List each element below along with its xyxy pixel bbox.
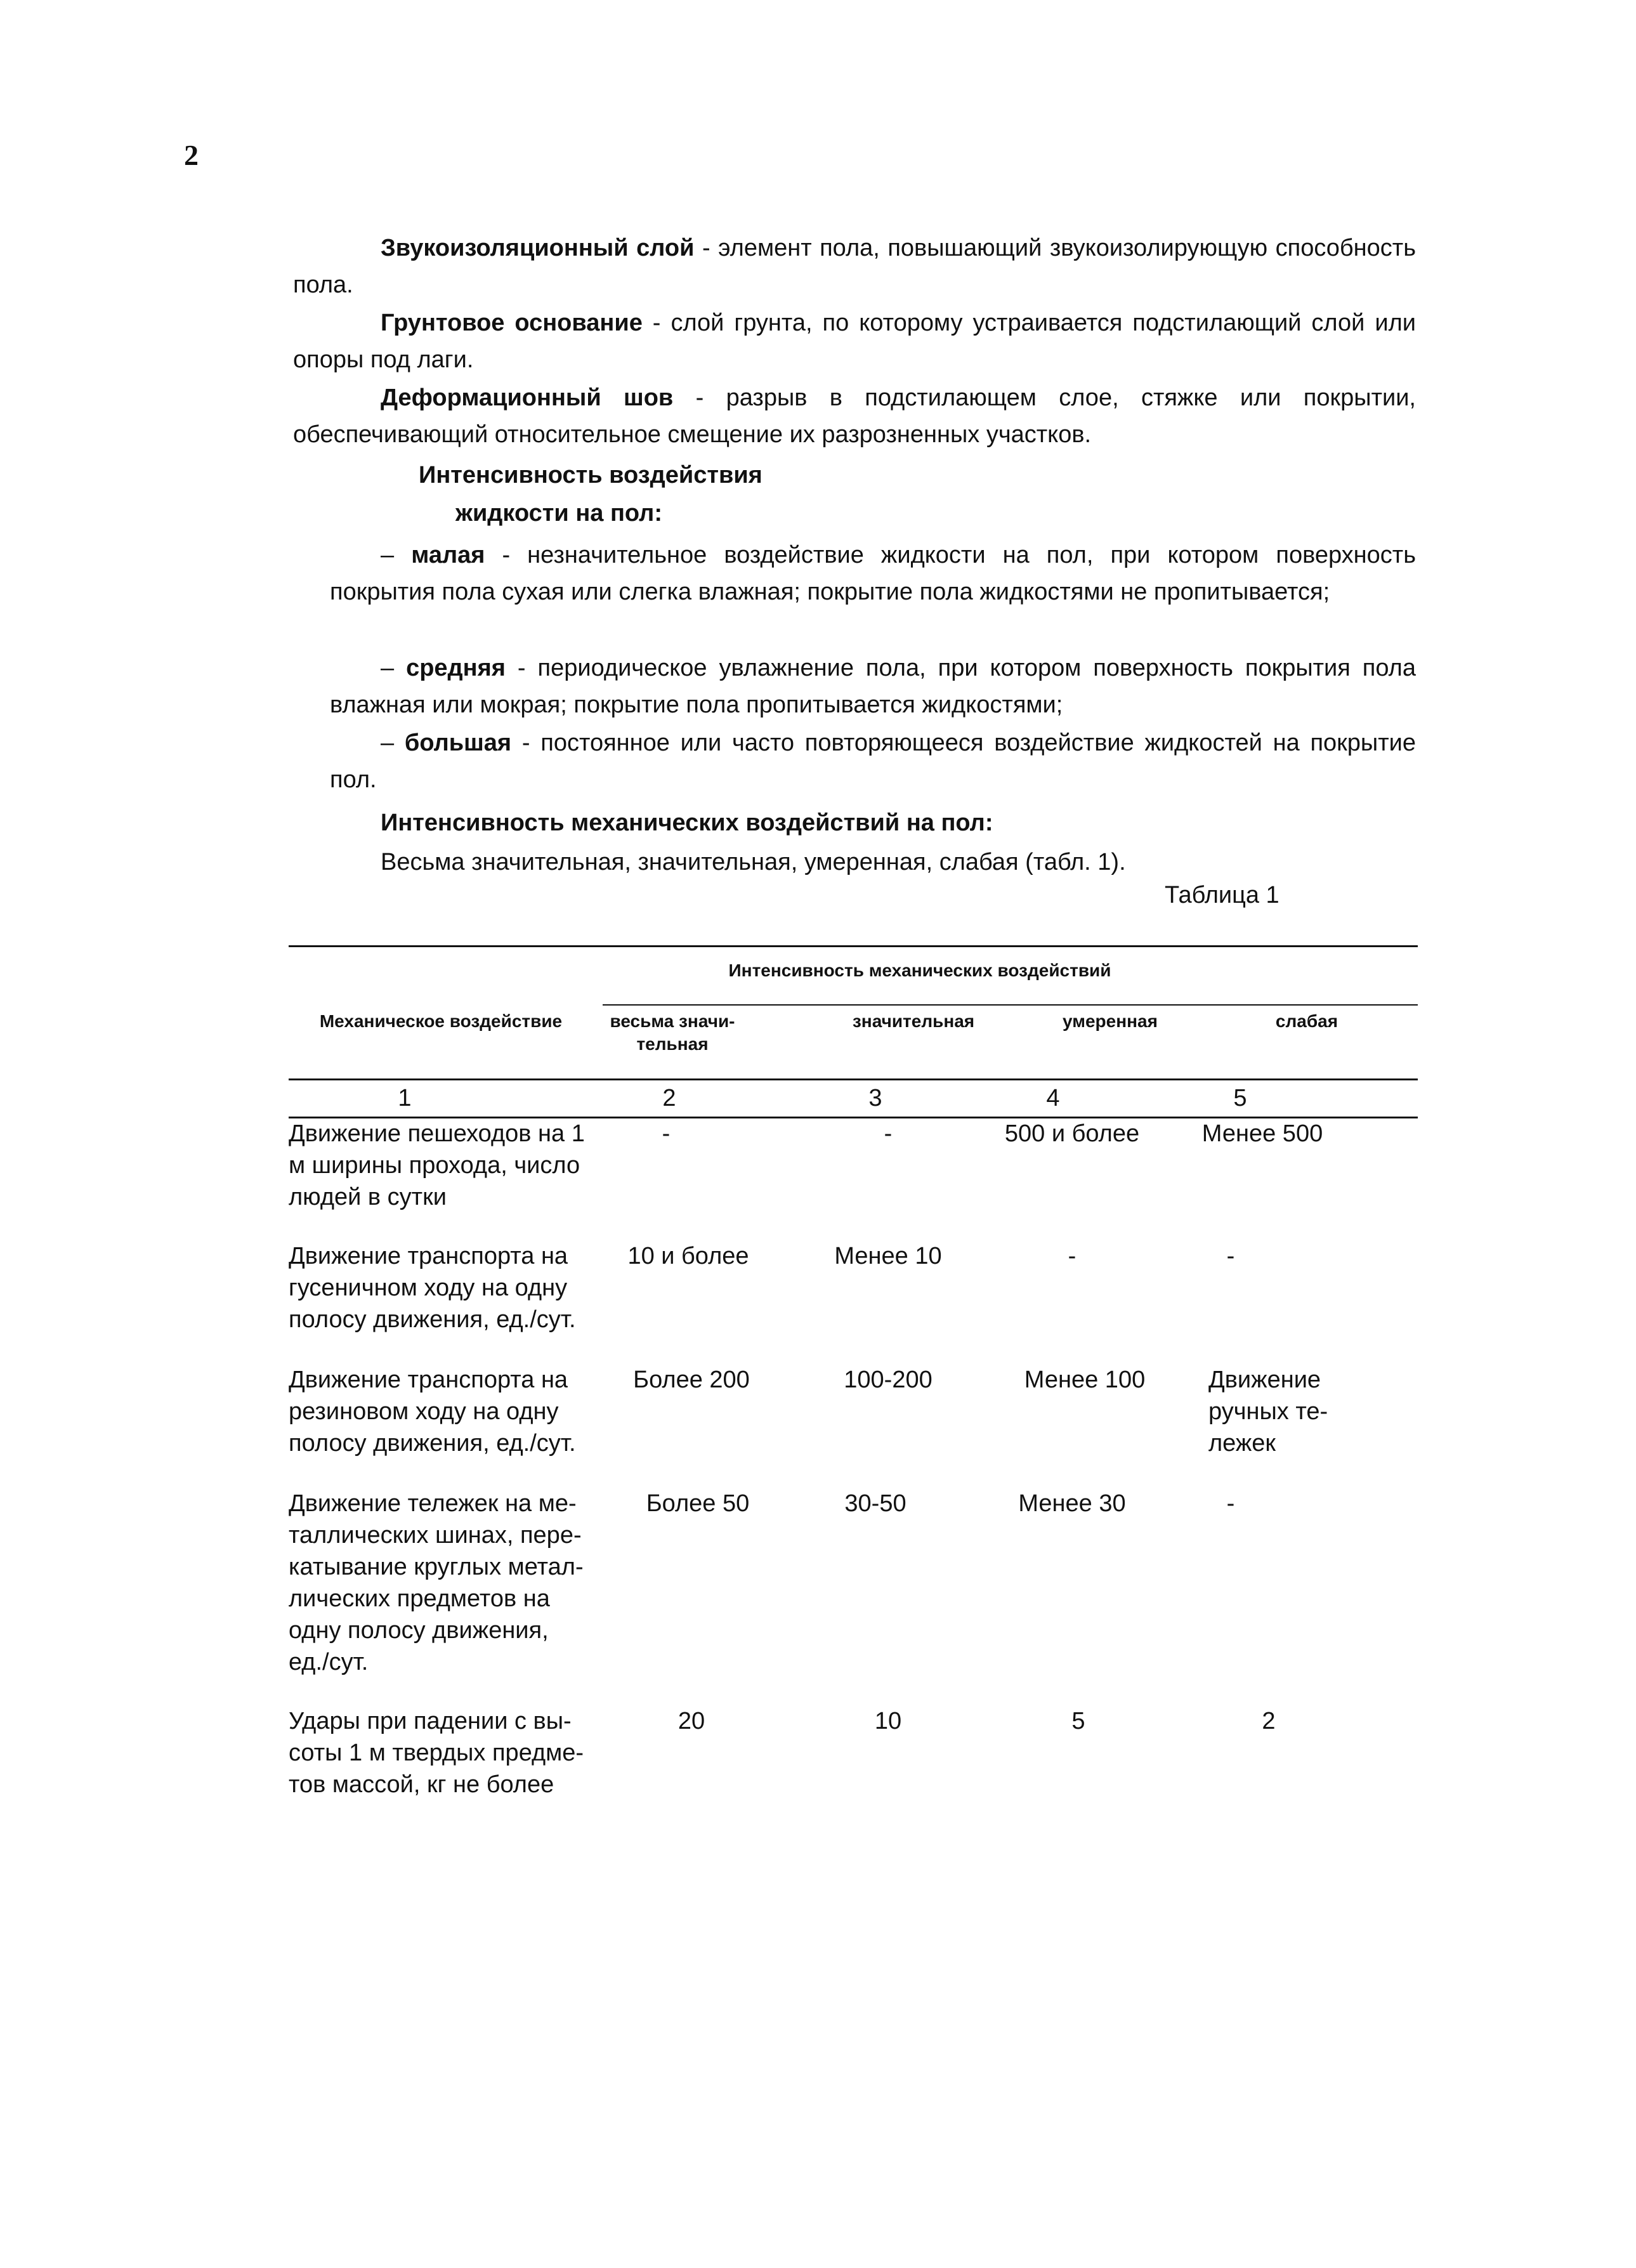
table-cell: 2 [1262,1708,1276,1734]
table-cell: 20 [677,1708,705,1734]
col-number-5: 5 [1233,1085,1247,1111]
term: Звукоизоляционный слой [381,235,695,261]
table-cell: - [884,1120,893,1147]
table-cell: Менее 100 [1024,1367,1146,1393]
table-cell: - [1068,1243,1076,1269]
table-row-label: Движение транспорта на гусеничном ходу на одну полосу движения, ед./сут. [289,1243,576,1333]
definition: разрыв в подстилающем слое, стяжке или покрытии, обеспечивающий относительное смещение их разрозненных участков. [293,384,1416,448]
col-number-2: 2 [662,1085,676,1111]
table-row-label: Движение тележек на ме- таллических шинах, пере- катывание круглых метал- лических предметов на одну полосу движения, ед./сут. [289,1490,584,1675]
term: Грунтовое основание [381,310,643,336]
table-group-rule [603,1004,1418,1006]
table-cell: Более 50 [646,1490,750,1517]
table-cell: 500 и более [1004,1120,1140,1147]
table-cell: Менее 30 [1018,1490,1126,1517]
liquid-item-small: – малая - незначительное воздействие жидкости на пол, при котором поверхность покрытия пола сухая или слегка влажная; покрытие пола жидкостями не пропитывается; [330,542,1416,605]
definition-deformation-joint: Деформационный шов - разрыв в подстилающем слое, стяжке или покрытии, обеспечивающий относительное смещение их разрозненных участков. [293,384,1416,448]
definition-ground-base: Грунтовое основание - слой грунта, по которому устраивается подстилающий слой или опоры под лаги. [293,310,1416,373]
table-cell: Более 200 [633,1367,750,1393]
col-number-4: 4 [1046,1085,1060,1111]
table-cell: Менее 10 [834,1243,942,1269]
table-header-moderate: умеренная [1063,1011,1158,1031]
table-group-header: Интенсивность механических воздействий [728,960,1111,980]
definition: слой грунта, по которому устраивается подстилающий слой или опоры под лаги. [293,310,1416,373]
table-col1-header: Механическое воздействие [319,1011,563,1031]
table-header-rule [289,1078,1418,1080]
liquid-heading-line2: жидкости на пол: [455,500,662,527]
table-cell: Менее 500 [1201,1120,1323,1147]
col-number-1: 1 [398,1085,412,1111]
table-cell: 30-50 [844,1490,906,1517]
table-cell: - [662,1120,671,1147]
table-cell: Движение ручных те- лежек [1208,1367,1328,1457]
definition-soundproof: Звукоизоляционный слой - элемент пола, повышающий звукоизолирующую способность пола. [293,235,1416,298]
col-number-3: 3 [868,1085,882,1111]
table-caption: Таблица 1 [1165,882,1279,908]
table-row-label: Удары при падении с вы- соты 1 м твердых предме- тов массой, кг не более [289,1708,584,1798]
table-cell: - [1226,1243,1235,1269]
table-top-rule [289,945,1418,947]
term: средняя [406,655,506,681]
table-header-significant: значительная [852,1011,975,1031]
table-row-label: Движение пешеходов на 1 м ширины прохода, число людей в сутки [289,1120,585,1210]
mech-text: Весьма значительная, значительная, умеренная, слабая (табл. 1). [381,849,1126,875]
term: большая [404,730,512,756]
table-header-very-significant: весьма значи- тельная [610,1011,735,1054]
table-header-weak: слабая [1275,1011,1338,1031]
table-cell: - [1226,1490,1235,1517]
page-number: 2 [184,139,199,171]
liquid-item-large: – большая - постоянное или часто повторяющееся воздействие жидкостей на покрытие пол. [330,730,1416,793]
table-cell: 10 и более [627,1243,749,1269]
liquid-heading-line1: Интенсивность воздействия [419,462,762,488]
table-cell: 5 [1071,1708,1085,1734]
table-row-label: Движение транспорта на резиновом ходу на одну полосу движения, ед./сут. [289,1367,576,1457]
table-cell: 10 [874,1708,902,1734]
term: Деформационный шов [381,384,674,411]
term: малая [411,542,485,568]
table-cell: 100-200 [844,1367,933,1393]
definition: элемент пола, повышающий звукоизолирующую способность пола. [293,235,1416,298]
liquid-item-medium: – средняя - периодическое увлажнение пола, при котором поверхность покрытия пола влажная или мокрая; покрытие пола пропитывается жидкостями; [330,655,1416,718]
mech-heading: Интенсивность механических воздействий на пол: [381,810,993,836]
